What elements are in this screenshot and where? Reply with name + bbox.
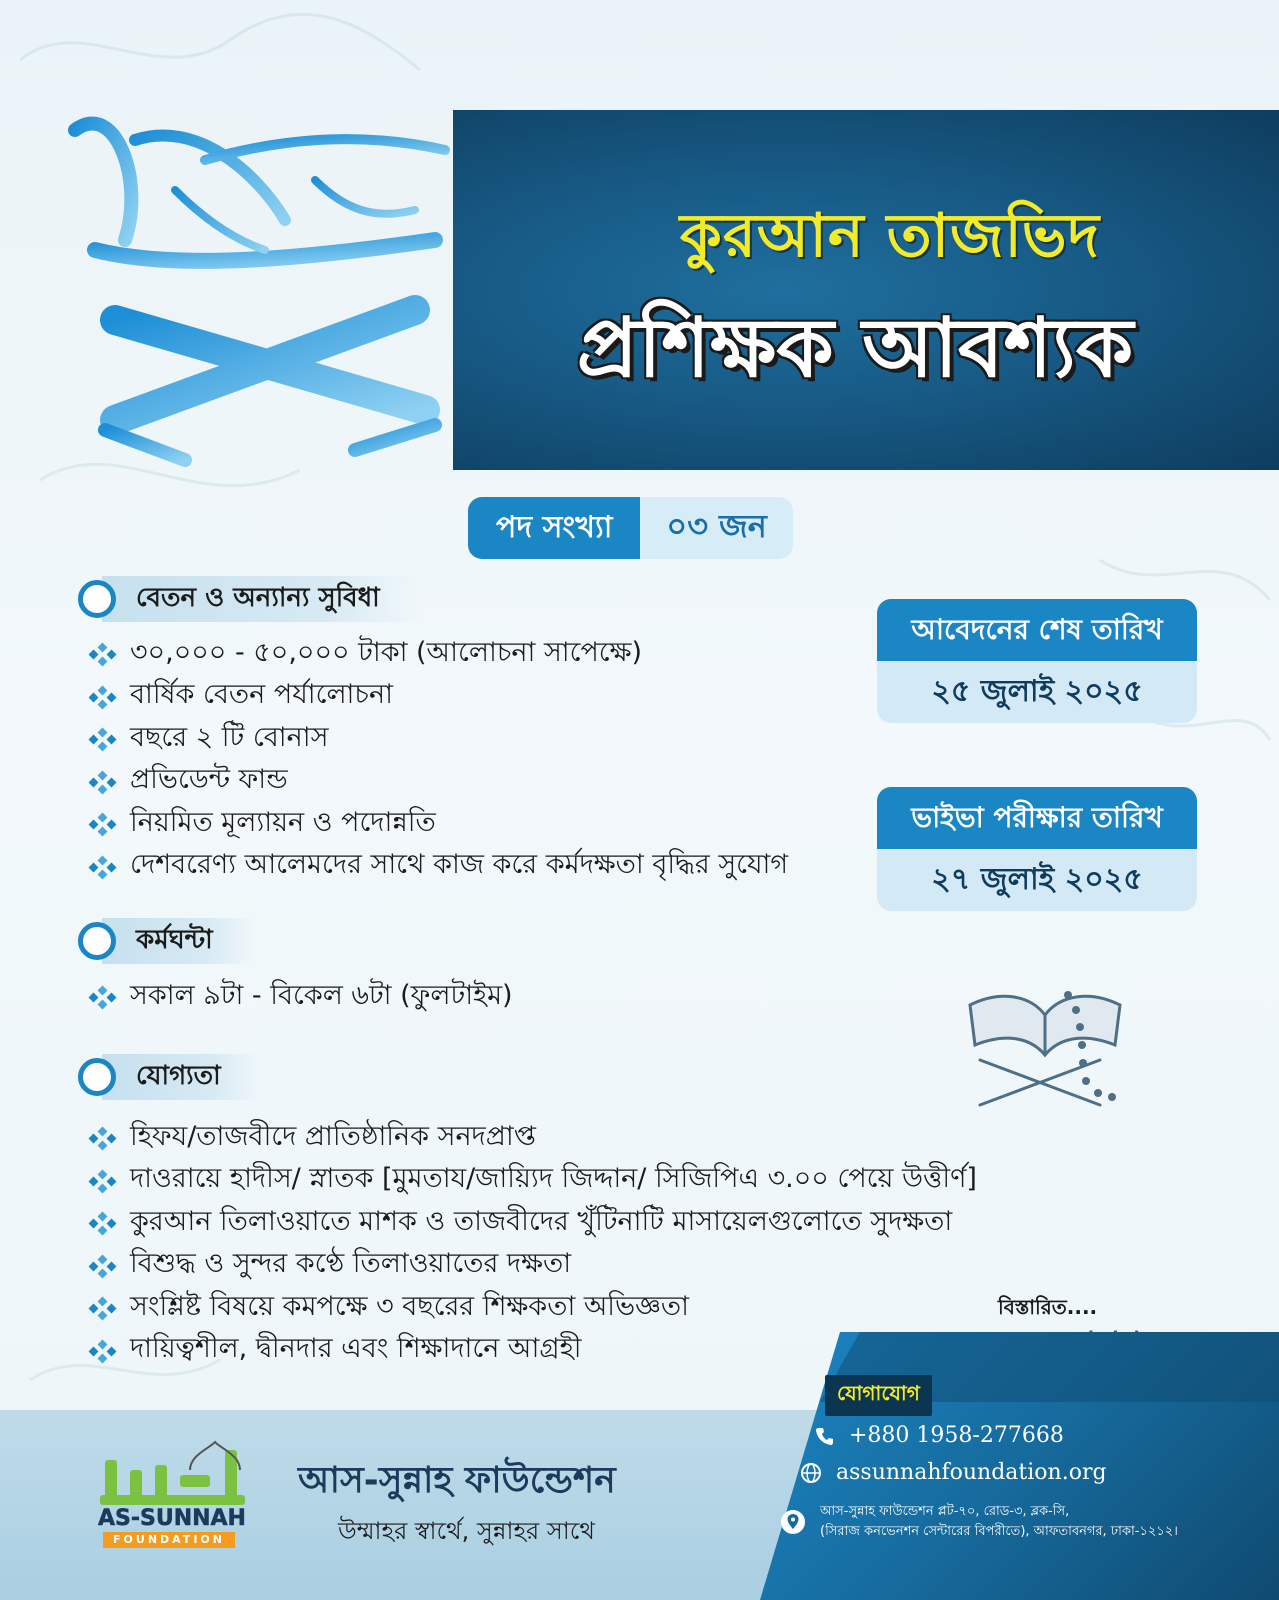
diamond-bullet-icon: [88, 986, 118, 1008]
address-row: [780, 1502, 1178, 1542]
hours-section-header: [78, 918, 253, 964]
viva-box: [877, 787, 1197, 911]
list-item: দাওরায়ে হাদীস/ স্নাতক [মুমতায/জায়্যিদ জিদ্দান/ সিজিপিএ ৩.০০ পেয়ে উত্তীর্ণ]: [88, 1160, 977, 1203]
qualifications-heading: যোগ্যতা: [102, 1054, 261, 1100]
list-item: কুরআন তিলাওয়াতে মাশক ও তাজবীদের খুঁটিনাটি মাসায়েলগুলোতে সুদক্ষতা: [88, 1202, 977, 1245]
list-item: দায়িত্বশীল, দ্বীনদার এবং শিক্ষাদানে আগ্রহী: [88, 1330, 977, 1373]
list-item: বার্ষিক বেতন পর্যালোচনা: [88, 676, 788, 719]
quran-rehal-icon: [950, 975, 1130, 1115]
phone-number[interactable]: +880 1958-277668: [849, 1423, 1064, 1448]
list-item: সংশ্লিষ্ট বিষয়ে কমপক্ষে ৩ বছরের শিক্ষকতা অভিজ্ঞতা: [88, 1287, 977, 1330]
hours-list: [88, 976, 513, 1019]
diamond-bullet-icon: [88, 643, 118, 665]
list-item: হিফয/তাজবীদে প্রাতিষ্ঠানিক সনদপ্রাপ্ত: [88, 1117, 977, 1160]
logo-subtitle: FOUNDATION: [103, 1532, 235, 1548]
deadline-box: [877, 599, 1197, 723]
diamond-bullet-icon: [88, 686, 118, 708]
diamond-bullet-icon: [88, 1255, 118, 1277]
benefits-list: [88, 633, 788, 888]
deadline-label: আবেদনের শেষ তারিখ: [877, 599, 1197, 661]
deadline-date: ২৫ জুলাই ২০২৫: [877, 661, 1197, 723]
diamond-bullet-icon: [88, 1170, 118, 1192]
page-title: প্রশিক্ষক আবশ্যক: [576, 301, 1134, 396]
calligraphy-rehal-icon: [55, 100, 475, 480]
organization-name: আস-সুন্নাহ ফাউন্ডেশন: [298, 1460, 616, 1501]
list-item: নিয়মিত মূল্যায়ন ও পদোন্নতি: [88, 803, 788, 846]
post-count-label: পদ সংখ্যা: [468, 497, 640, 559]
website-row[interactable]: [800, 1460, 1107, 1485]
diamond-bullet-icon: [88, 728, 118, 750]
diamond-bullet-icon: [88, 1212, 118, 1234]
phone-icon: [815, 1426, 835, 1446]
viva-date: ২৭ জুলাই ২০২৫: [877, 849, 1197, 911]
website-link[interactable]: assunnahfoundation.org: [836, 1460, 1107, 1485]
list-item: দেশবরেণ্য আলেমদের সাথে কাজ করে কর্মদক্ষতা বৃদ্ধির সুযোগ: [88, 846, 788, 889]
post-count-value: ০৩ জন: [640, 497, 792, 559]
list-item: সকাল ৯টা - বিকেল ৬টা (ফুলটাইম): [88, 976, 513, 1019]
circle-bullet-icon: [78, 922, 116, 960]
list-item: ৩০,০০০ - ৫০,০০০ টাকা (আলোচনা সাপেক্ষে): [88, 633, 788, 676]
header-subtitle: কুরআন তাজভিদ: [679, 201, 1101, 271]
phone-row[interactable]: [815, 1423, 1064, 1448]
list-item: বিশুদ্ধ ও সুন্দর কণ্ঠে তিলাওয়াতের দক্ষতা: [88, 1245, 977, 1288]
diamond-bullet-icon: [88, 1127, 118, 1149]
list-item: প্রভিডেন্ট ফান্ড: [88, 761, 788, 804]
organization-tagline: উম্মাহর স্বার্থে, সুন্নাহর সাথে: [338, 1517, 595, 1545]
post-count-pill: [468, 497, 793, 559]
address-line-1: আস-সুন্নাহ ফাউন্ডেশন প্লট-৭০, রোড-৩, ব্লক-সি,: [820, 1504, 1070, 1519]
diamond-bullet-icon: [88, 1340, 118, 1362]
diamond-bullet-icon: [88, 1297, 118, 1319]
viva-label: ভাইভা পরীক্ষার তারিখ: [877, 787, 1197, 849]
globe-icon: [800, 1462, 822, 1484]
circle-bullet-icon: [78, 580, 116, 618]
hours-heading: কর্মঘন্টা: [102, 918, 253, 964]
address-line-2: (সিরাজ কনভেনশন সেন্টারের বিপরীতে), আফতাবনগর, ঢাকা-১২১২।: [820, 1524, 1178, 1539]
contact-label: যোগাযোগ: [825, 1375, 932, 1416]
location-pin-icon: [780, 1509, 806, 1535]
diamond-bullet-icon: [88, 856, 118, 878]
diamond-bullet-icon: [88, 813, 118, 835]
details-text: বিস্তারিত....: [998, 1295, 1098, 1319]
circle-bullet-icon: [78, 1058, 116, 1096]
qualifications-section-header: [78, 1054, 261, 1100]
benefits-heading: বেতন ও অন্যান্য সুবিধা: [102, 576, 420, 622]
list-item: বছরে ২ টি বোনাস: [88, 718, 788, 761]
logo-wordmark: AS-SUNNAH: [98, 1506, 246, 1531]
diamond-bullet-icon: [88, 771, 118, 793]
benefits-section-header: [78, 576, 420, 622]
